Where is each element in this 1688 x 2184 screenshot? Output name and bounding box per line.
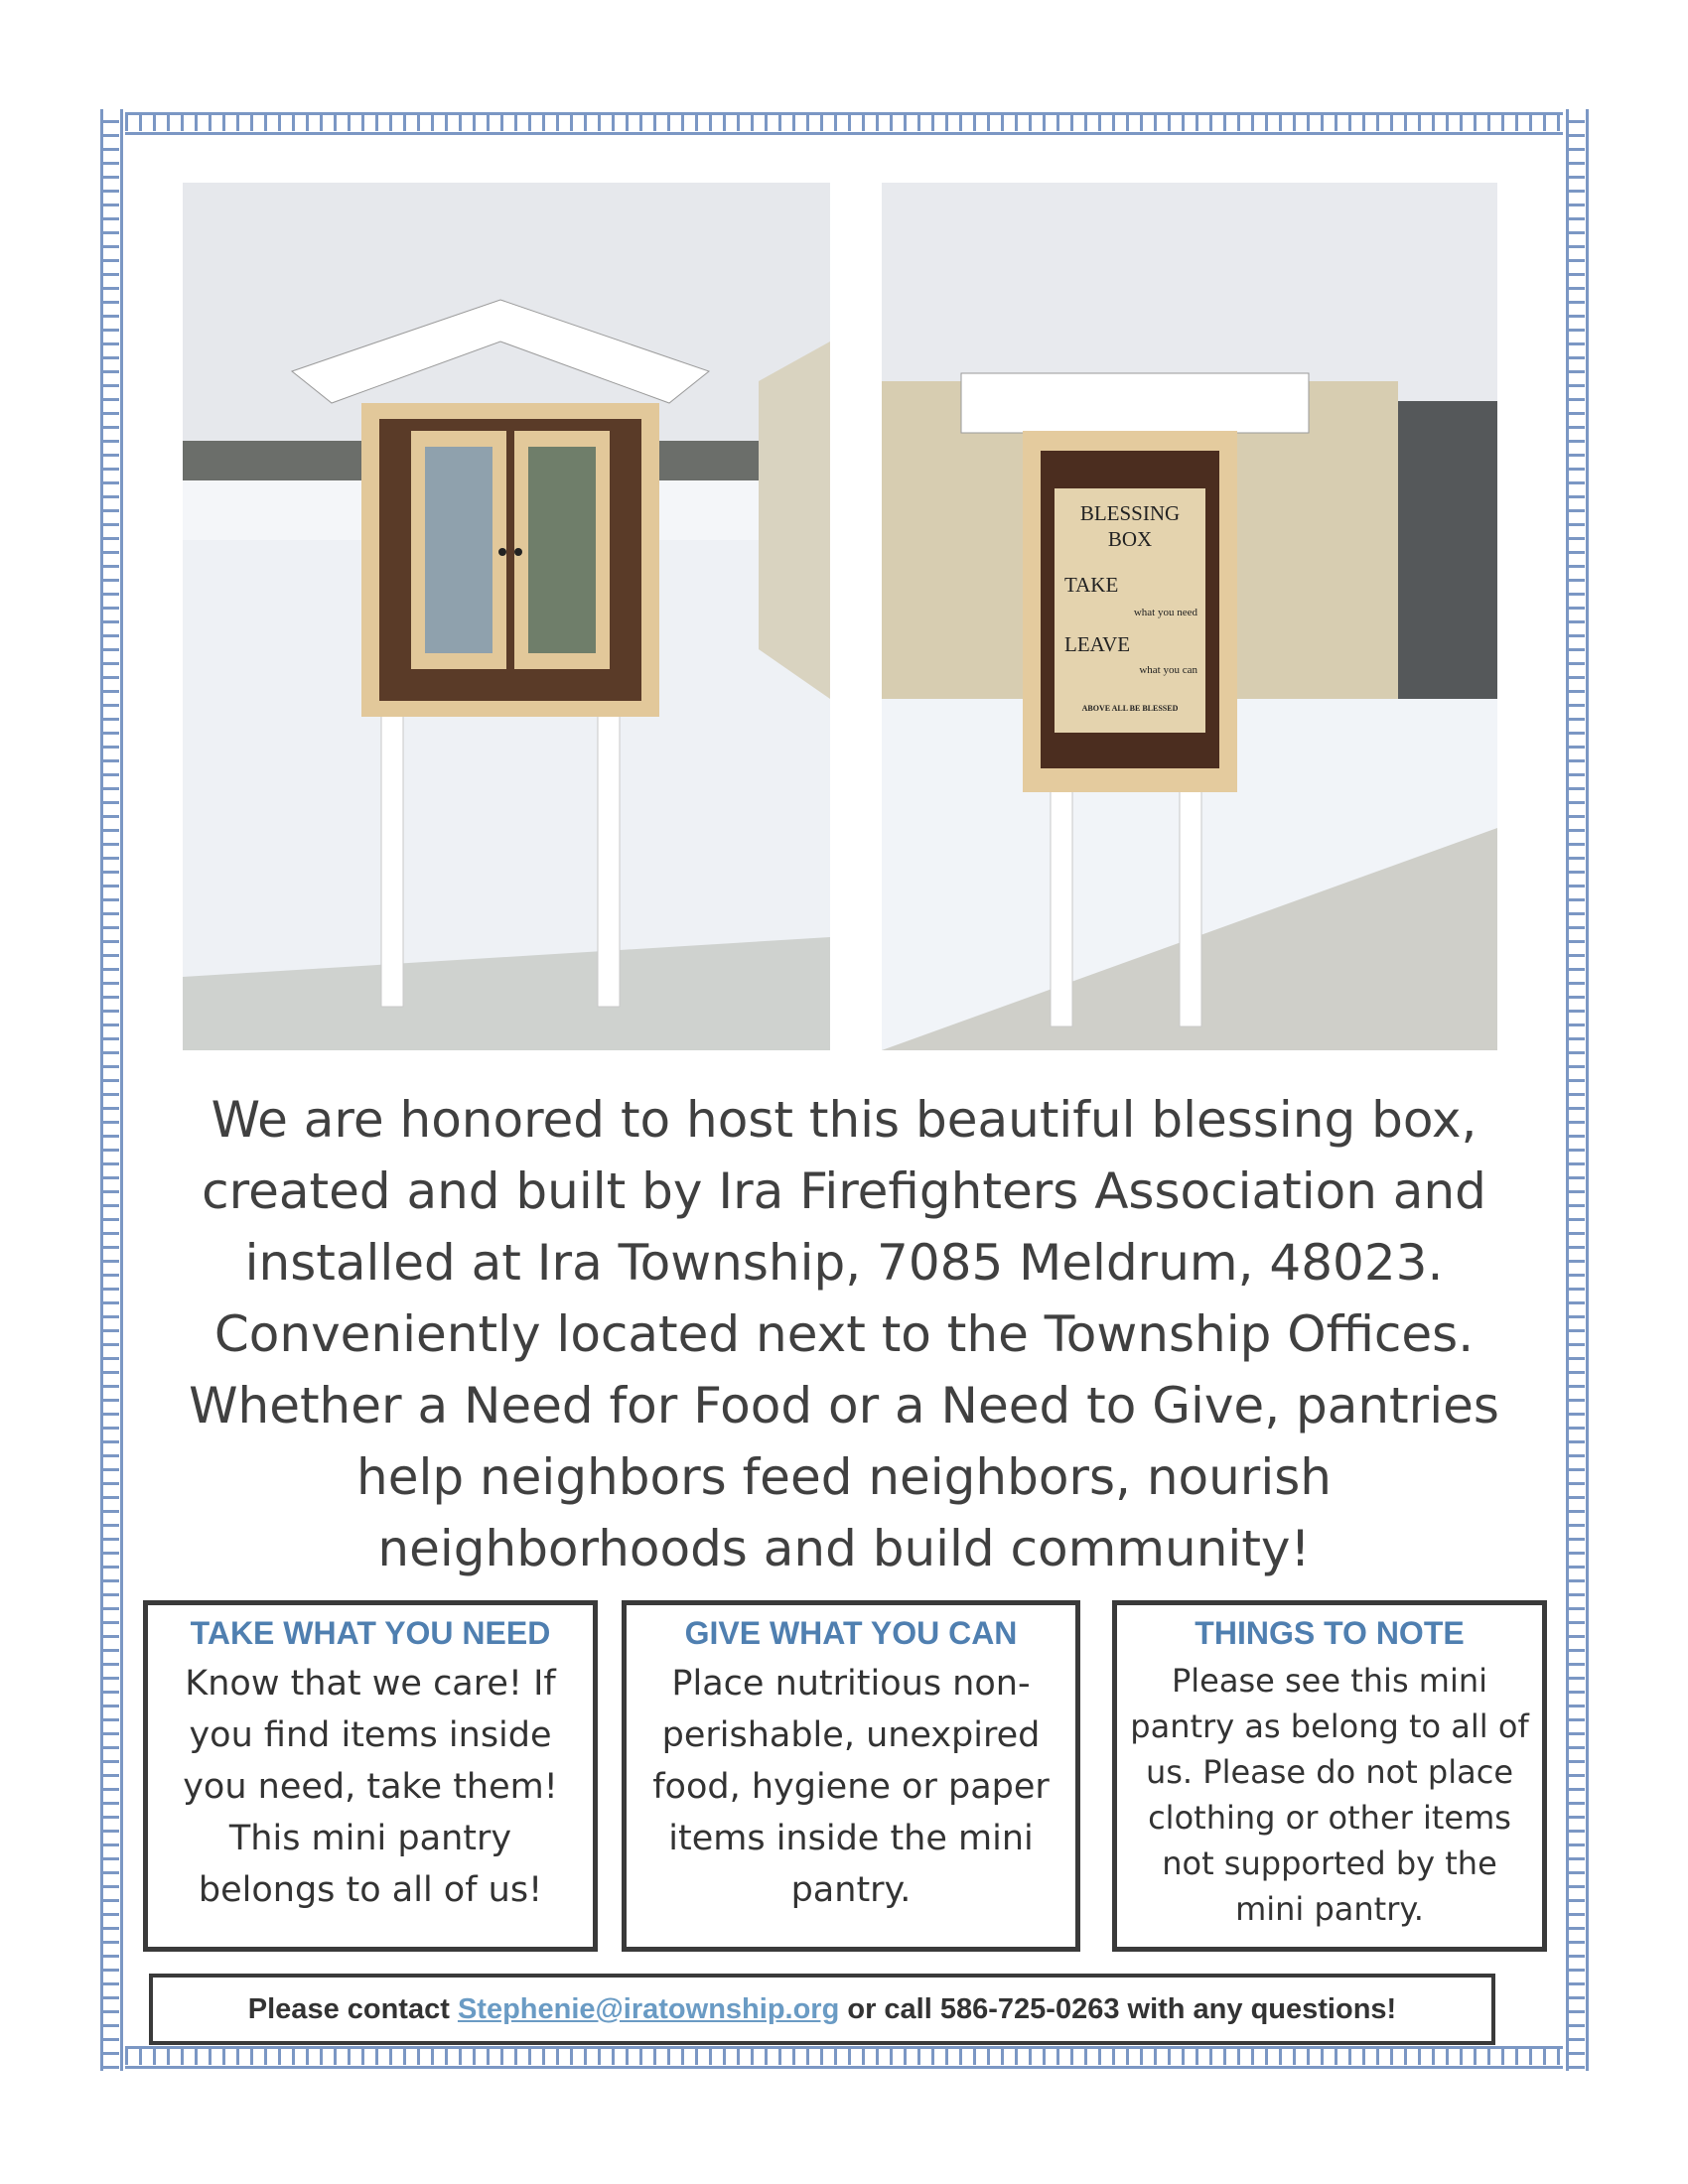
contact-email-link[interactable]: Stephenie@iratownship.org — [457, 1993, 840, 2025]
give-box-body: Place nutritious non-perishable, unexpired food, hygiene or paper items inside the mini pantry. — [652, 1664, 1050, 1910]
intro-line: We are honored to host this beautiful blessing box, — [211, 1091, 1477, 1149]
intro-line: Whether a Need for Food or a Need to Give, pantries — [189, 1377, 1499, 1434]
sign-line-2: BOX — [1107, 527, 1153, 551]
note-box-title: THINGS TO NOTE — [1195, 1615, 1465, 1651]
greek-key-border-top — [97, 109, 1591, 137]
things-to-note-box — [1112, 1600, 1547, 1952]
contact-prefix: Please contact — [247, 1993, 458, 2025]
intro-line: created and built by Ira Firefighters Association and — [202, 1162, 1486, 1220]
sign-take: TAKE — [1064, 573, 1119, 597]
intro-line: Conveniently located next to the Township Offices. — [213, 1305, 1475, 1363]
intro-paragraph — [149, 1084, 1539, 1584]
note-box-body: Please see this mini pantry as belong to all of us. Please do not place clothing or other items not supported by the mini pantry. — [1130, 1662, 1529, 1928]
intro-line: neighborhoods and build community! — [377, 1520, 1311, 1577]
intro-line: installed at Ira Township, 7085 Meldrum, 48023. — [244, 1234, 1444, 1292]
sign-take-sub: what you need — [1133, 607, 1197, 618]
contact-box — [149, 1974, 1495, 2045]
take-box-body: Know that we care! If you find items inside you need, take them! This mini pantry belongs to all of us! — [183, 1664, 558, 1910]
give-box-title: GIVE WHAT YOU CAN — [684, 1615, 1018, 1651]
intro-line: help neighbors feed neighbors, nourish — [356, 1448, 1332, 1506]
take-what-you-need-box — [143, 1600, 598, 1952]
give-what-you-can-box — [622, 1600, 1080, 1952]
sign-line-1: BLESSING — [1079, 501, 1181, 525]
photo-blessing-box-sign — [882, 183, 1497, 1050]
sign-footer: ABOVE ALL BE BLESSED — [1081, 704, 1179, 713]
sign-leave-sub: what you can — [1139, 664, 1197, 676]
take-box-title: TAKE WHAT YOU NEED — [190, 1615, 551, 1651]
sign-leave: LEAVE — [1064, 632, 1131, 656]
photo-blessing-box-front — [183, 183, 830, 1050]
greek-key-border-left — [97, 109, 125, 2071]
contact-suffix: or call 586-725-0263 with any questions! — [839, 1993, 1397, 2025]
greek-key-border-bottom — [97, 2043, 1591, 2071]
greek-key-border-right — [1563, 109, 1591, 2071]
